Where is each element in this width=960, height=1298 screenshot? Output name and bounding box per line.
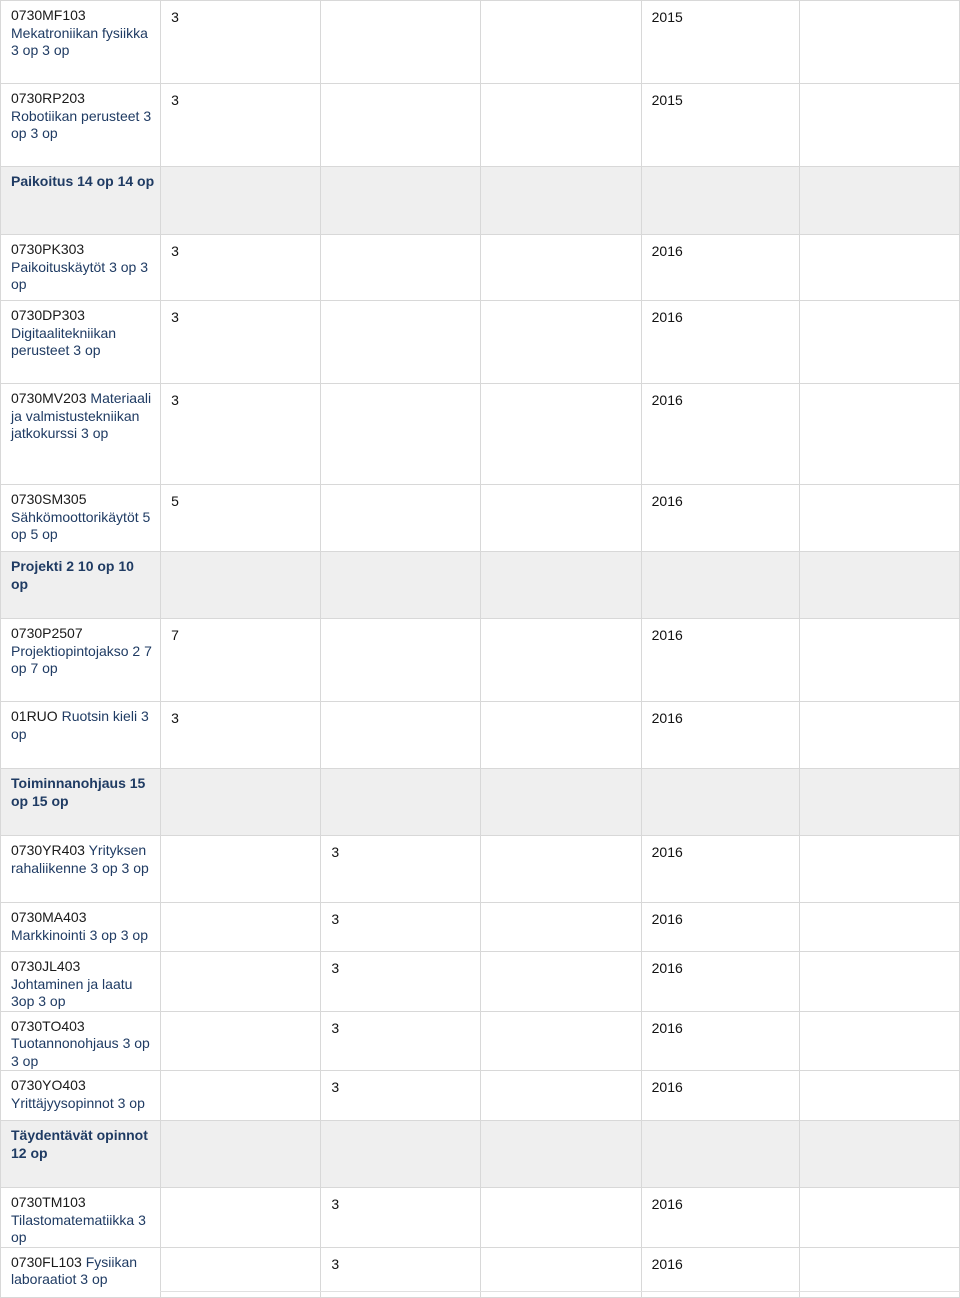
course-credits: 3 op 3 op — [11, 107, 152, 141]
course-title: Ruotsin kieli — [61, 708, 138, 724]
empty-cell — [799, 836, 959, 903]
empty-cell — [481, 1071, 641, 1121]
year-value: 2016 — [651, 1079, 683, 1095]
empty-cell — [641, 769, 799, 836]
credit-cell — [321, 836, 481, 903]
year-value: 2016 — [651, 1196, 683, 1212]
empty-cell — [641, 167, 799, 235]
course-credits: 3 op — [117, 1094, 145, 1111]
empty-cell — [161, 552, 321, 619]
year-value: 2016 — [651, 493, 683, 509]
course-code: 0730DP303 — [11, 307, 85, 323]
course-title: Digitaalitekniikan perusteet — [11, 324, 117, 358]
empty-cell — [481, 619, 641, 702]
year-cell — [641, 1071, 799, 1121]
credit-cell — [161, 301, 321, 384]
empty-cell — [161, 1188, 321, 1248]
year-value: 2016 — [651, 710, 683, 726]
empty-cell — [321, 619, 481, 702]
empty-cell — [321, 84, 481, 167]
credit-value: 3 — [331, 1019, 340, 1036]
group-row — [1, 1121, 960, 1188]
year-cell — [641, 1247, 799, 1297]
empty-cell — [799, 702, 959, 769]
group-row — [1, 167, 960, 235]
course-code: 0730JL403 — [11, 958, 81, 974]
course-title: Johtaminen ja laatu — [11, 975, 133, 992]
course-code: 0730P2507 — [11, 625, 83, 641]
course-title: Materiaali ja valmistustekniikan jatkokurssi — [11, 390, 152, 441]
empty-cell — [641, 552, 799, 619]
credit-value: 3 — [331, 1255, 340, 1272]
course-name-cell — [1, 1071, 161, 1121]
group-row — [1, 769, 960, 836]
empty-cell — [799, 301, 959, 384]
empty-cell — [799, 903, 959, 952]
credit-value: 5 — [171, 493, 179, 509]
course-title: Fysiikan laboraatiot — [11, 1253, 138, 1287]
empty-cell — [799, 1, 959, 84]
credit-cell — [321, 1188, 481, 1248]
empty-cell — [481, 769, 641, 836]
empty-cell — [161, 1247, 321, 1297]
course-code: 0730RP203 — [11, 90, 85, 106]
year-value: 2016 — [651, 844, 683, 860]
course-row — [1, 1247, 960, 1297]
year-cell — [641, 619, 799, 702]
year-cell — [641, 301, 799, 384]
year-cell — [641, 1011, 799, 1071]
credit-cell — [321, 1071, 481, 1121]
course-code: 0730FL103 — [11, 1253, 82, 1270]
empty-cell — [481, 384, 641, 485]
empty-cell — [481, 235, 641, 301]
course-row — [1, 952, 960, 1012]
course-name-cell — [1, 836, 161, 903]
credit-cell — [161, 485, 321, 552]
group-label: Täydentävät opinnot 12 op — [11, 1127, 148, 1161]
empty-cell — [161, 1071, 321, 1121]
year-cell — [641, 702, 799, 769]
bottom-divider — [160, 1291, 960, 1292]
empty-cell — [321, 167, 481, 235]
course-row — [1, 1011, 960, 1071]
year-value: 2016 — [651, 243, 683, 259]
course-title: Yrityksen rahaliikenne — [11, 842, 147, 876]
empty-cell — [481, 1011, 641, 1071]
course-code: 0730TM103 — [11, 1194, 86, 1210]
course-row — [1, 903, 960, 952]
course-title: Markkinointi — [11, 926, 86, 943]
group-row — [1, 552, 960, 619]
year-value: 2015 — [651, 92, 683, 108]
course-name-cell — [1, 301, 161, 384]
credit-cell — [161, 384, 321, 485]
year-cell — [641, 1188, 799, 1248]
empty-cell — [321, 552, 481, 619]
credit-cell — [161, 619, 321, 702]
credit-cell — [321, 1011, 481, 1071]
empty-cell — [799, 384, 959, 485]
course-name-cell — [1, 485, 161, 552]
credit-cell — [161, 235, 321, 301]
year-value: 2016 — [651, 309, 683, 325]
empty-cell — [799, 84, 959, 167]
credit-value: 3 — [171, 710, 179, 726]
course-credits: 5 op 5 op — [11, 508, 151, 542]
group-label: Paikoitus 14 op 14 op — [11, 173, 155, 189]
year-value: 2016 — [651, 627, 683, 643]
course-credits: 7 op 7 op — [11, 642, 152, 676]
group-label: Toiminnanohjaus 15 op 15 op — [11, 775, 146, 809]
year-value: 2016 — [651, 1019, 683, 1036]
year-cell — [641, 235, 799, 301]
course-row — [1, 384, 960, 485]
course-code: 0730PK303 — [11, 241, 85, 257]
course-name-cell — [1, 903, 161, 952]
course-name-cell — [1, 1247, 161, 1297]
credit-value: 3 — [171, 92, 179, 108]
year-cell — [641, 903, 799, 952]
empty-cell — [799, 1121, 959, 1188]
empty-cell — [799, 769, 959, 836]
course-row — [1, 1071, 960, 1121]
course-credits: 3op 3 op — [11, 993, 66, 1009]
credit-value: 3 — [331, 960, 340, 976]
empty-cell — [481, 301, 641, 384]
empty-cell — [481, 1188, 641, 1248]
empty-cell — [481, 1247, 641, 1297]
empty-cell — [481, 952, 641, 1012]
empty-cell — [799, 167, 959, 235]
course-name-cell — [1, 952, 161, 1012]
empty-cell — [481, 702, 641, 769]
empty-cell — [481, 903, 641, 952]
course-code: 0730SM305 — [11, 491, 87, 507]
course-title: Yrittäjyysopinnot — [11, 1094, 114, 1111]
group-label-cell — [1, 1121, 161, 1188]
course-credits: 3 op 3 op — [90, 859, 149, 876]
course-credits: 3 op — [81, 425, 109, 441]
year-cell — [641, 952, 799, 1012]
course-title: Tuotannonohjaus — [11, 1035, 119, 1051]
course-row — [1, 1, 960, 84]
empty-cell — [481, 1121, 641, 1188]
year-value: 2016 — [651, 392, 683, 408]
empty-cell — [799, 1011, 959, 1071]
credit-cell — [161, 702, 321, 769]
credit-value: 3 — [171, 9, 179, 25]
course-code: 0730TO403 — [11, 1017, 85, 1034]
credit-value: 7 — [171, 627, 179, 643]
credit-cell — [161, 1, 321, 84]
credit-value: 3 — [331, 844, 340, 860]
course-name-cell — [1, 702, 161, 769]
course-title: Paikoituskäytöt — [11, 258, 106, 275]
course-title: Projektiopintojakso 2 — [11, 642, 141, 659]
empty-cell — [161, 836, 321, 903]
course-credits: 3 op — [73, 342, 101, 358]
course-credits: 3 op 3 op — [89, 926, 148, 943]
credit-value: 3 — [171, 243, 179, 259]
credit-value: 3 — [331, 1079, 340, 1095]
empty-cell — [321, 235, 481, 301]
course-credits: 3 op — [80, 1271, 108, 1287]
course-code: 0730MV203 — [11, 390, 87, 406]
group-label: Projekti 2 10 op 10 op — [11, 558, 134, 592]
empty-cell — [641, 1121, 799, 1188]
course-name-cell — [1, 1188, 161, 1248]
empty-cell — [161, 167, 321, 235]
empty-cell — [799, 1071, 959, 1121]
empty-cell — [799, 952, 959, 1012]
course-code: 0730YR403 — [11, 842, 85, 858]
course-name-cell — [1, 1011, 161, 1071]
credit-cell — [321, 952, 481, 1012]
empty-cell — [481, 836, 641, 903]
empty-cell — [161, 903, 321, 952]
credit-cell — [161, 84, 321, 167]
course-title: Sähkömoottorikäytöt — [11, 508, 139, 525]
empty-cell — [481, 84, 641, 167]
empty-cell — [799, 1188, 959, 1248]
empty-cell — [481, 167, 641, 235]
course-code: 0730YO403 — [11, 1077, 86, 1093]
year-cell — [641, 485, 799, 552]
course-row — [1, 235, 960, 301]
year-value: 2016 — [651, 960, 683, 976]
empty-cell — [321, 702, 481, 769]
year-cell — [641, 836, 799, 903]
course-name-cell — [1, 1, 161, 84]
course-row — [1, 702, 960, 769]
empty-cell — [161, 1121, 321, 1188]
course-row — [1, 301, 960, 384]
empty-cell — [161, 1011, 321, 1071]
empty-cell — [161, 769, 321, 836]
course-credits: 3 op — [11, 708, 149, 742]
empty-cell — [799, 485, 959, 552]
curriculum-body — [1, 1, 960, 1298]
course-row — [1, 84, 960, 167]
course-name-cell — [1, 384, 161, 485]
year-value: 2015 — [651, 9, 683, 25]
empty-cell — [321, 1, 481, 84]
year-value: 2016 — [651, 1255, 683, 1272]
year-cell — [641, 1, 799, 84]
credit-cell — [321, 903, 481, 952]
course-row — [1, 485, 960, 552]
empty-cell — [799, 552, 959, 619]
empty-cell — [321, 1121, 481, 1188]
year-value: 2016 — [651, 911, 683, 927]
empty-cell — [481, 485, 641, 552]
course-credits: 3 op — [11, 1211, 146, 1245]
group-label-cell — [1, 769, 161, 836]
course-code: 01RUO — [11, 708, 58, 724]
empty-cell — [321, 485, 481, 552]
credit-value: 3 — [331, 1196, 340, 1212]
empty-cell — [321, 384, 481, 485]
credit-value: 3 — [331, 911, 340, 927]
empty-cell — [799, 1247, 959, 1297]
empty-cell — [321, 769, 481, 836]
empty-cell — [481, 1, 641, 84]
empty-cell — [799, 619, 959, 702]
empty-cell — [161, 952, 321, 1012]
course-name-cell — [1, 619, 161, 702]
group-label-cell — [1, 167, 161, 235]
year-cell — [641, 84, 799, 167]
course-row — [1, 836, 960, 903]
course-title: Mekatroniikan fysiikka — [11, 24, 148, 41]
course-credits: 3 op 3 op — [11, 258, 148, 292]
empty-cell — [321, 301, 481, 384]
course-name-cell — [1, 84, 161, 167]
course-title: Robotiikan perusteet — [11, 107, 140, 124]
course-title: Tilastomatematiikka — [11, 1211, 135, 1228]
group-label-cell — [1, 552, 161, 619]
course-code: 0730MF103 — [11, 7, 86, 23]
course-credits: 3 op 3 op — [11, 1035, 150, 1069]
course-name-cell — [1, 235, 161, 301]
empty-cell — [799, 235, 959, 301]
course-credits: 3 op 3 op — [11, 42, 70, 58]
empty-cell — [481, 552, 641, 619]
year-cell — [641, 384, 799, 485]
credit-value: 3 — [171, 309, 179, 325]
credit-cell — [321, 1247, 481, 1297]
course-row — [1, 1188, 960, 1248]
credit-value: 3 — [171, 392, 179, 408]
course-code: 0730MA403 — [11, 909, 87, 925]
course-row — [1, 619, 960, 702]
